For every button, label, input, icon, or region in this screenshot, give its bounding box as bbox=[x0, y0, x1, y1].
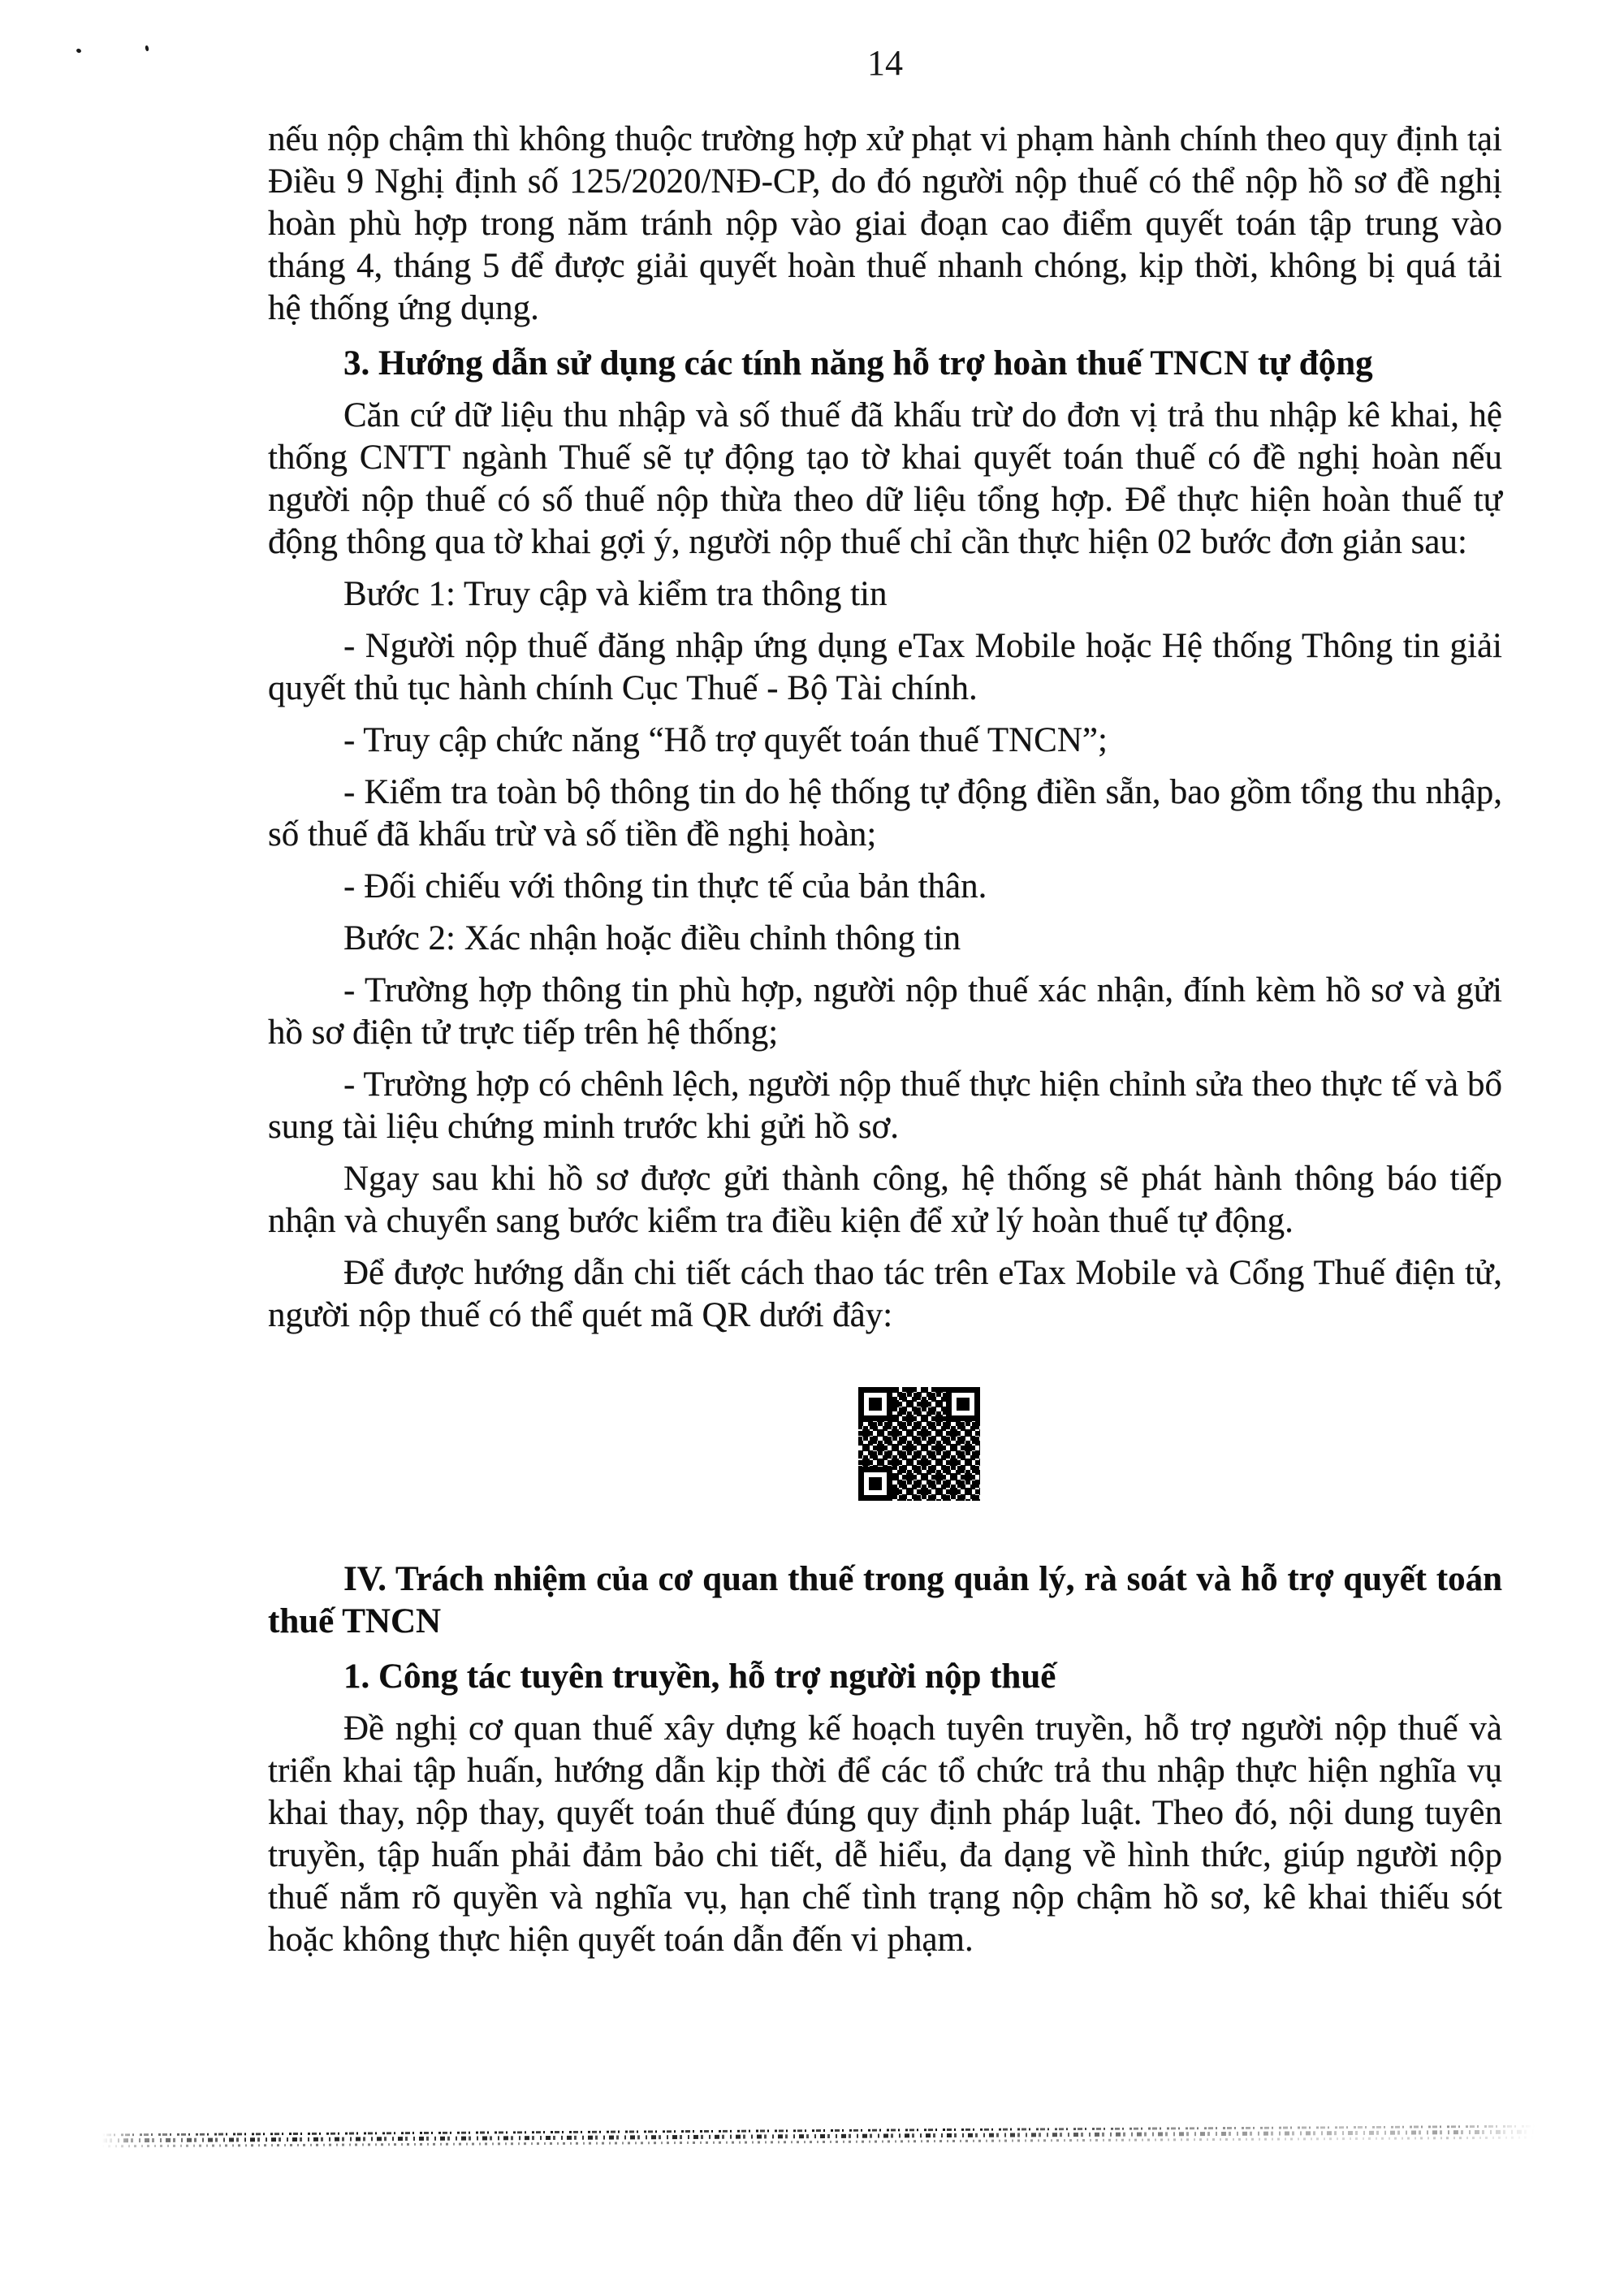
bullet-item: - Truy cập chức năng “Hỗ trợ quyết toán thuế TNCN”; bbox=[343, 721, 1108, 759]
paragraph-continuation: nếu nộp chậm thì không thuộc trường hợp xử phạt vi phạm hành chính theo quy định tại Điều 9 Nghị định số 125/2020/NĐ-CP, do đó người nộp thuế có thể nộp hồ sơ đề nghị hoàn phù hợp trong năm tránh nộp vào giai đoạn cao điểm quyết toán tập trung vào tháng 4, tháng 5 để được giải quyết hoàn thuế nhanh chóng, kịp thời, không bị quá tải hệ thống ứng dụng. bbox=[268, 120, 1502, 327]
scan-speck bbox=[145, 45, 149, 52]
paragraph: Ngay sau khi hồ sơ được gửi thành công, hệ thống sẽ phát hành thông báo tiếp nhận và chuyển sang bước kiểm tra điều kiện để xử lý hoàn thuế tự động. bbox=[268, 1160, 1502, 1240]
step-1-label: Bước 1: Truy cập và kiểm tra thông tin bbox=[343, 575, 888, 613]
section-4-1-heading: 1. Công tác tuyên truyền, hỗ trợ người nộp thuế bbox=[343, 1657, 1056, 1696]
paragraph: Đề nghị cơ quan thuế xây dựng kế hoạch tuyên truyền, hỗ trợ người nộp thuế và triển khai tập huấn, hướng dẫn kịp thời để các tổ chức trả thu nhập thực hiện nghĩa vụ khai thay, nộp thay, quyết toán thuế đúng quy định pháp luật. Theo đó, nội dung tuyên truyền, tập huấn phải đảm bảo chi tiết, dễ hiểu, đa dạng về hình thức, giúp người nộp thuế nắm rõ quyền và nghĩa vụ, hạn chế tình trạng nộp chậm hồ sơ, kê khai thiếu sót hoặc không thực hiện quyết toán dẫn đến vi phạm. bbox=[268, 1709, 1502, 1959]
scan-noise-band bbox=[102, 2125, 1535, 2160]
section-4-heading: IV. Trách nhiệm của cơ quan thuế trong quản lý, rà soát và hỗ trợ quyết toán thuế TNCN bbox=[268, 1560, 1502, 1640]
bullet-item: - Đối chiếu với thông tin thực tế của bản thân. bbox=[343, 867, 987, 905]
page-number: 14 bbox=[867, 43, 903, 83]
bullet-item: - Trường hợp có chênh lệch, người nộp thuế thực hiện chỉnh sửa theo thực tế và bổ sung tài liệu chứng minh trước khi gửi hồ sơ. bbox=[268, 1065, 1502, 1146]
qr-finder-pattern bbox=[858, 1387, 892, 1421]
paragraph: Căn cứ dữ liệu thu nhập và số thuế đã khấu trừ do đơn vị trả thu nhập kê khai, hệ thống CNTT ngành Thuế sẽ tự động tạo tờ khai quyết toán thuế có đề nghị hoàn nếu người nộp thuế có số thuế nộp thừa theo dữ liệu tổng hợp. Để thực hiện hoàn thuế tự động thông qua tờ khai gợi ý, người nộp thuế chỉ cần thực hiện 02 bước đơn giản sau: bbox=[268, 396, 1502, 561]
step-2-label: Bước 2: Xác nhận hoặc điều chỉnh thông tin bbox=[343, 919, 961, 957]
scan-speck bbox=[76, 48, 82, 54]
bullet-item: - Trường hợp thông tin phù hợp, người nộp thuế xác nhận, đính kèm hồ sơ và gửi hồ sơ điện tử trực tiếp trên hệ thống; bbox=[268, 971, 1502, 1052]
paragraph: Để được hướng dẫn chi tiết cách thao tác trên eTax Mobile và Cổng Thuế điện tử, người nộp thuế có thể quét mã QR dưới đây: bbox=[268, 1254, 1502, 1334]
qr-finder-pattern bbox=[858, 1467, 892, 1501]
qr-finder-pattern bbox=[946, 1387, 980, 1421]
document-body bbox=[268, 119, 1502, 1961]
bullet-item: - Kiểm tra toàn bộ thông tin do hệ thống tự động điền sẵn, bao gồm tổng thu nhập, số thuế đã khấu trừ và số tiền đề nghị hoàn; bbox=[268, 773, 1502, 854]
qr-code-image bbox=[858, 1387, 980, 1501]
bullet-item: - Người nộp thuế đăng nhập ứng dụng eTax Mobile hoặc Hệ thống Thông tin giải quyết thủ tục hành chính Cục Thuế - Bộ Tài chính. bbox=[268, 627, 1502, 707]
qr-code-row bbox=[268, 1387, 1502, 1511]
section-3-heading: 3. Hướng dẫn sử dụng các tính năng hỗ trợ hoàn thuế TNCN tự động bbox=[343, 344, 1373, 382]
